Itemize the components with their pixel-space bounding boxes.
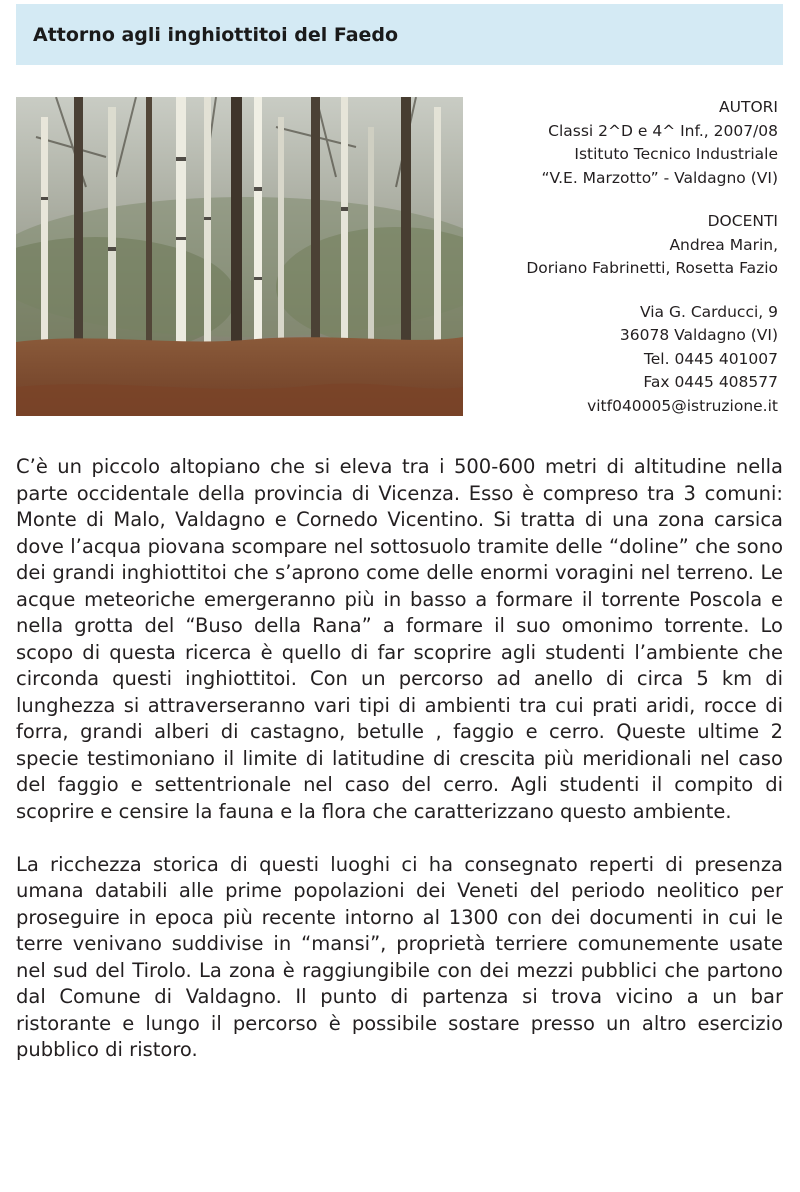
address-city: 36078 Valdagno (VI) — [619, 326, 778, 344]
address-fax: Fax 0445 408577 — [643, 373, 778, 391]
article-paragraph-2: La ricchezza storica di questi luoghi ci ha consegnato reperti di presenza umana databili alle prime popolazioni dei Veneti del periodo neolitico per proseguire in epoca più recente intorno al 1300 con dei documenti in cui le terre venivano suddivise in “mansi”, proprietà terriere comunemente usate nel sud del Tirolo. La zona è raggiungibile con dei mezzi pubblici che partono dal Comune di Valdagno. Il punto di partenza si trova vicino a un bar ristorante e lungo il percorso è possibile sostare presso un altro esercizio pubblico di ristoro. — [16, 852, 783, 1061]
teachers-name-2: Doriano Fabrinetti, Rosetta Fazio — [526, 259, 778, 277]
teachers-name-1: Andrea Marin, — [669, 235, 778, 254]
teachers-heading: DOCENTI — [707, 212, 778, 230]
article-body — [16, 454, 783, 1064]
authors-institute: Istituto Tecnico Industriale — [574, 145, 778, 163]
authors-heading: AUTORI — [719, 98, 778, 116]
page-title: Attorno agli inghiottitoi del Faedo — [33, 24, 399, 46]
title-bar — [16, 4, 783, 65]
address-street: Via G. Carducci, 9 — [639, 302, 778, 321]
authors-classes: Classi 2^D e 4^ Inf., 2007/08 — [548, 121, 778, 140]
birch-forest-illustration — [16, 97, 463, 416]
credits-block — [448, 96, 778, 418]
address-telephone: Tel. 0445 401007 — [643, 349, 778, 368]
address-email: vitf040005@istruzione.it — [587, 396, 778, 415]
authors-school-name: “V.E. Marzotto” - Valdagno (VI) — [541, 168, 778, 187]
birch-forest-photo — [16, 97, 463, 416]
article-paragraph-1: C’è un piccolo altopiano che si eleva tra i 500-600 metri di altitudine nella parte occidentale della provincia di Vicenza. Esso è compreso tra 3 comuni: Monte di Malo, Valdagno e Cornedo Vicentino. Si tratta di una zona carsica dove l’acqua piovana scompare nel sottosuolo tramite delle “doline” che sono dei grandi inghiottitoi che s’aprono come delle enormi voragini nel terreno. Le acque meteoriche emergeranno più in basso a formare il torrente Poscola e nella grotta del “Buso della Rana” a formare il suo omonimo torrente. Lo scopo di questa ricerca è quello di far scoprire agli studenti l’ambiente che circonda questi inghiottitoi. Con un percorso ad anello di circa 5 km di lunghezza si attraverseranno vari tipi di ambienti tra cui prati aridi, rocce di forra, grandi alberi di castagno, betulle , faggio e cerro. Queste ultime 2 specie testimoniano il limite di latitudine di crescita più meridionali nel caso del faggio e settentrionale nel caso del cerro. Agli studenti il compito di scoprire e censire la fauna e la flora che caratterizzano questo ambiente. — [16, 455, 783, 823]
